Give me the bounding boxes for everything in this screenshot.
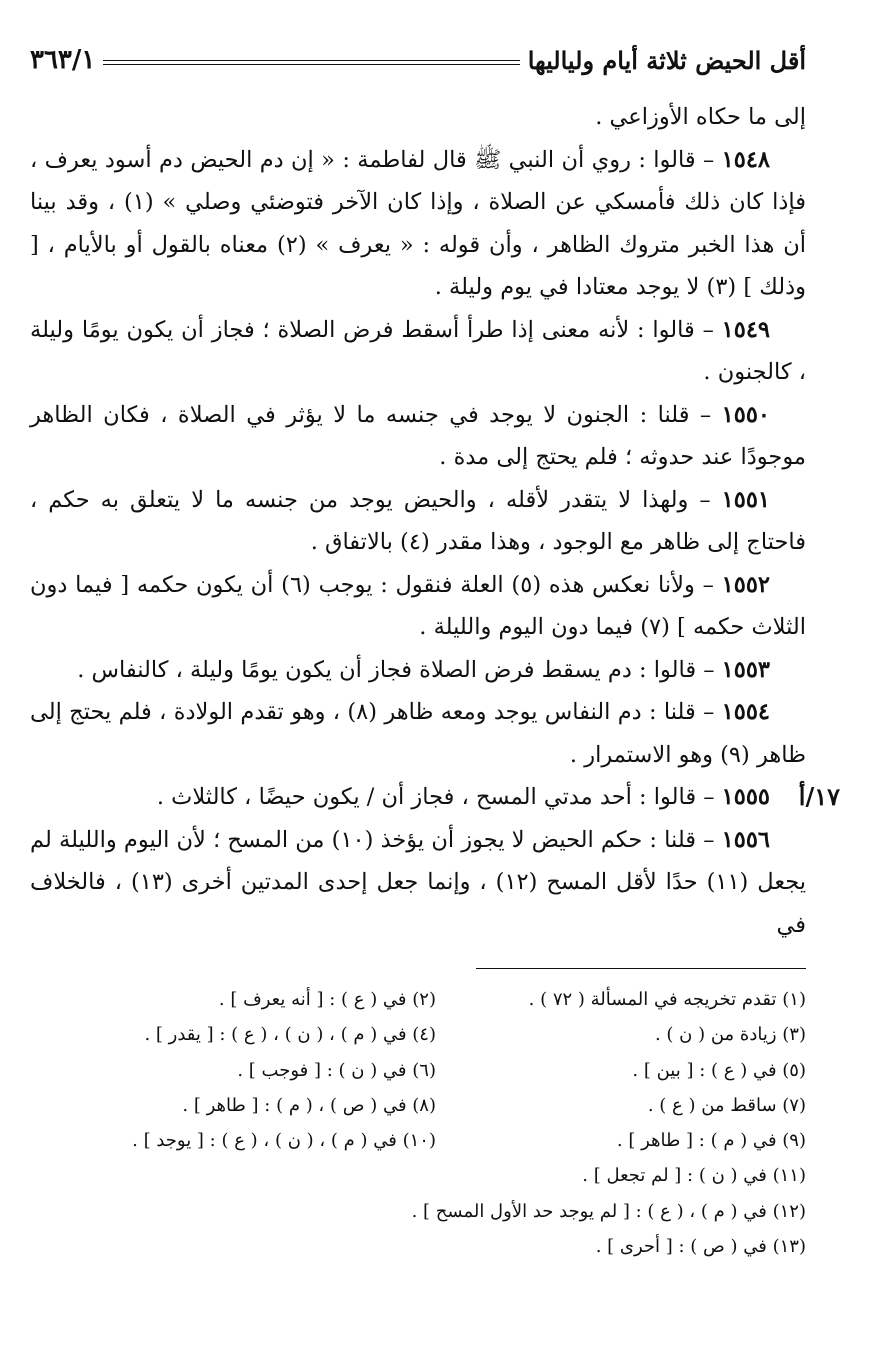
paragraph-text: قالوا : دم يسقط فرض الصلاة فجاز أن يكون يومًا وليلة ، كالنفاس . bbox=[77, 656, 697, 683]
footnote-separator bbox=[476, 968, 806, 969]
paragraph-1554: ١٥٥٤ – قلنا : دم النفاس يوجد ومعه ظاهر (٨) ، وهو تقدم الولادة ، فلم يحتج إلى ظاهر (٩) وهو الاستمرار . bbox=[30, 699, 806, 768]
footnote-9: (٩) في ( م ) : [ طاهر ] . bbox=[616, 1130, 806, 1152]
paragraph-1555: ١٧/أ ١٥٥٥ – قالوا : أحد مدتي المسح ، فجاز أن / يكون حيضًا ، كالثلاث . bbox=[30, 776, 806, 819]
footnote-1: (١) تقدم تخريجه في المسألة ( ٧٢ ) . bbox=[528, 989, 806, 1010]
folio-marginal-note: ١٧/أ bbox=[798, 782, 840, 811]
footnote-row bbox=[30, 1088, 806, 1123]
footnote-6: (٦) في ( ن ) : [ فوجب ] . bbox=[237, 1059, 436, 1081]
footnote-7: (٧) ساقط من ( ع ) . bbox=[647, 1094, 806, 1116]
footnote-4: (٤) في ( م ) ، ( ن ) ، ( ع ) : [ يقدر ] . bbox=[144, 1024, 436, 1046]
paragraph-text: قلنا : دم النفاس يوجد ومعه ظاهر (٨) ، وهو تقدم الولادة ، فلم يحتج إلى ظاهر (٩) وهو الاستمرار . bbox=[30, 699, 806, 768]
paragraph-number: ١٥٥٦ bbox=[721, 826, 770, 853]
paragraph-number: ١٥٥٥ bbox=[721, 784, 770, 810]
footnote-8: (٨) في ( ص ) ، ( م ) : [ طاهر ] . bbox=[182, 1094, 436, 1116]
footnote-row bbox=[30, 1017, 806, 1052]
page-number: ٣٦٣/١ bbox=[30, 45, 96, 75]
footnote-5: (٥) في ( ع ) : [ بين ] . bbox=[632, 1059, 806, 1081]
paragraph-1550: ١٥٥٠ – قلنا : الجنون لا يوجد في جنسه ما لا يؤثر في الصلاة ، فكان الظاهر موجودًا عند حدوثه ؛ فلم يحتج إلى مدة . bbox=[30, 401, 806, 470]
paragraph-text: ولأنا نعكس هذه (٥) العلة فنقول : يوجب (٦) أن يكون حكمه [ فيما دون الثلاث حكمه ] (٧) فيما دون اليوم والليلة . bbox=[30, 571, 806, 640]
footnote-2: (٢) في ( ع ) : [ أنه يعرف ] . bbox=[218, 989, 436, 1010]
footnote-row bbox=[30, 1053, 806, 1088]
header-rule bbox=[103, 60, 519, 65]
footnote-13: (١٣) في ( ص ) : [ أحرى ] . bbox=[595, 1236, 806, 1258]
footnote-10: (١٠) في ( م ) ، ( ن ) ، ( ع ) : [ يوجد ] . bbox=[132, 1130, 436, 1152]
running-header bbox=[30, 38, 806, 82]
paragraph-1548: ١٥٤٨ – قالوا : روي أن النبي ﷺ قال لفاطمة : « إن دم الحيض دم أسود يعرف ، فإذا كان ذلك فأمسكي عن الصلاة ، وإذا كان الآخر فتوضئي وصلي » (١) ، وقد بينا أن هذا الخبر متروك الظاهر ، وأن قوله : « يعرف » (٢) معناه بالقول أو بالأيام ، [ وذلك ] (٣) لا يوجد معتادا في يوم وليلة . bbox=[30, 146, 806, 300]
paragraph-text: قالوا : أحد مدتي المسح ، فجاز أن / يكون حيضًا ، كالثلاث . bbox=[156, 784, 697, 810]
paragraph-1549: ١٥٤٩ – قالوا : لأنه معنى إذا طرأ أسقط فرض الصلاة ؛ فجاز أن يكون يومًا وليلة ، كالجنون . bbox=[30, 316, 806, 385]
opening-line: إلى ما حكاه الأوزاعي . bbox=[595, 104, 806, 130]
paragraph-text: قلنا : الجنون لا يوجد في جنسه ما لا يؤثر في الصلاة ، فكان الظاهر موجودًا عند حدوثه ؛ فلم يحتج إلى مدة . bbox=[30, 401, 806, 470]
paragraph-text: قالوا : لأنه معنى إذا طرأ أسقط فرض الصلاة ؛ فجاز أن يكون يومًا وليلة ، كالجنون . bbox=[30, 316, 806, 385]
book-page bbox=[30, 30, 840, 1330]
paragraph-1556: ١٥٥٦ – قلنا : حكم الحيض لا يجوز أن يؤخذ (١٠) من المسح ؛ لأن اليوم والليلة لم يجعل (١١) حدًا لأقل المسح (١٢) ، وإنما جعل إحدى المدتين أخرى (١٣) ، فالخلاف في bbox=[30, 826, 806, 938]
paragraph-number: ١٥٥٠ bbox=[721, 401, 770, 428]
footnote-row bbox=[30, 1123, 806, 1158]
paragraph-number: ١٥٥٣ bbox=[721, 656, 770, 683]
footnote-3: (٣) زيادة من ( ن ) . bbox=[654, 1024, 806, 1046]
paragraph-1551: ١٥٥١ – ولهذا لا يتقدر لأقله ، والحيض يوجد من جنسه ما لا يتعلق به حكم ، فاحتاج إلى ظاهر مع الوجود ، وهذا مقدر (٤) بالاتفاق . bbox=[30, 486, 806, 555]
paragraph-1552: ١٥٥٢ – ولأنا نعكس هذه (٥) العلة فنقول : يوجب (٦) أن يكون حكمه [ فيما دون الثلاث حكمه ] (٧) فيما دون اليوم والليلة . bbox=[30, 571, 806, 640]
footnotes bbox=[30, 982, 806, 1264]
paragraph-number: ١٥٥١ bbox=[721, 486, 770, 513]
paragraph-number: ١٥٤٨ bbox=[721, 146, 771, 173]
paragraph-1553: ١٥٥٣ – قالوا : دم يسقط فرض الصلاة فجاز أن يكون يومًا وليلة ، كالنفاس . bbox=[77, 656, 770, 683]
paragraph-text: قالوا : روي أن النبي ﷺ قال لفاطمة : « إن دم الحيض دم أسود يعرف ، فإذا كان ذلك فأمسكي عن الصلاة ، وإذا كان الآخر فتوضئي وصلي » (١) ، وقد بينا أن هذا الخبر متروك الظاهر ، وأن قوله : « يعرف » (٢) معناه بالقول أو بالأيام ، [ وذلك ] (٣) لا يوجد معتادا في يوم وليلة . bbox=[30, 146, 806, 300]
paragraph-number: ١٥٥٤ bbox=[721, 699, 770, 725]
footnote-row bbox=[30, 982, 806, 1017]
paragraph-number: ١٥٥٢ bbox=[721, 571, 770, 598]
footnote-12: (١٢) في ( م ) ، ( ع ) : [ لم يوجد حد الأول المسح ] . bbox=[411, 1200, 806, 1222]
footnote-11: (١١) في ( ن ) : [ لم تجعل ] . bbox=[582, 1165, 806, 1187]
paragraph-number: ١٥٤٩ bbox=[721, 316, 770, 343]
paragraph-text: ولهذا لا يتقدر لأقله ، والحيض يوجد من جنسه ما لا يتعلق به حكم ، فاحتاج إلى ظاهر مع الوجود ، وهذا مقدر (٤) بالاتفاق . bbox=[30, 486, 806, 555]
paragraph-text: قلنا : حكم الحيض لا يجوز أن يؤخذ (١٠) من المسح ؛ لأن اليوم والليلة لم يجعل (١١) حدًا لأقل المسح (١٢) ، وإنما جعل إحدى المدتين أخرى (١٣) ، فالخلاف في bbox=[30, 826, 806, 938]
main-text bbox=[30, 96, 840, 946]
header-title: أقل الحيض ثلاثة أيام ولياليها bbox=[527, 45, 806, 75]
